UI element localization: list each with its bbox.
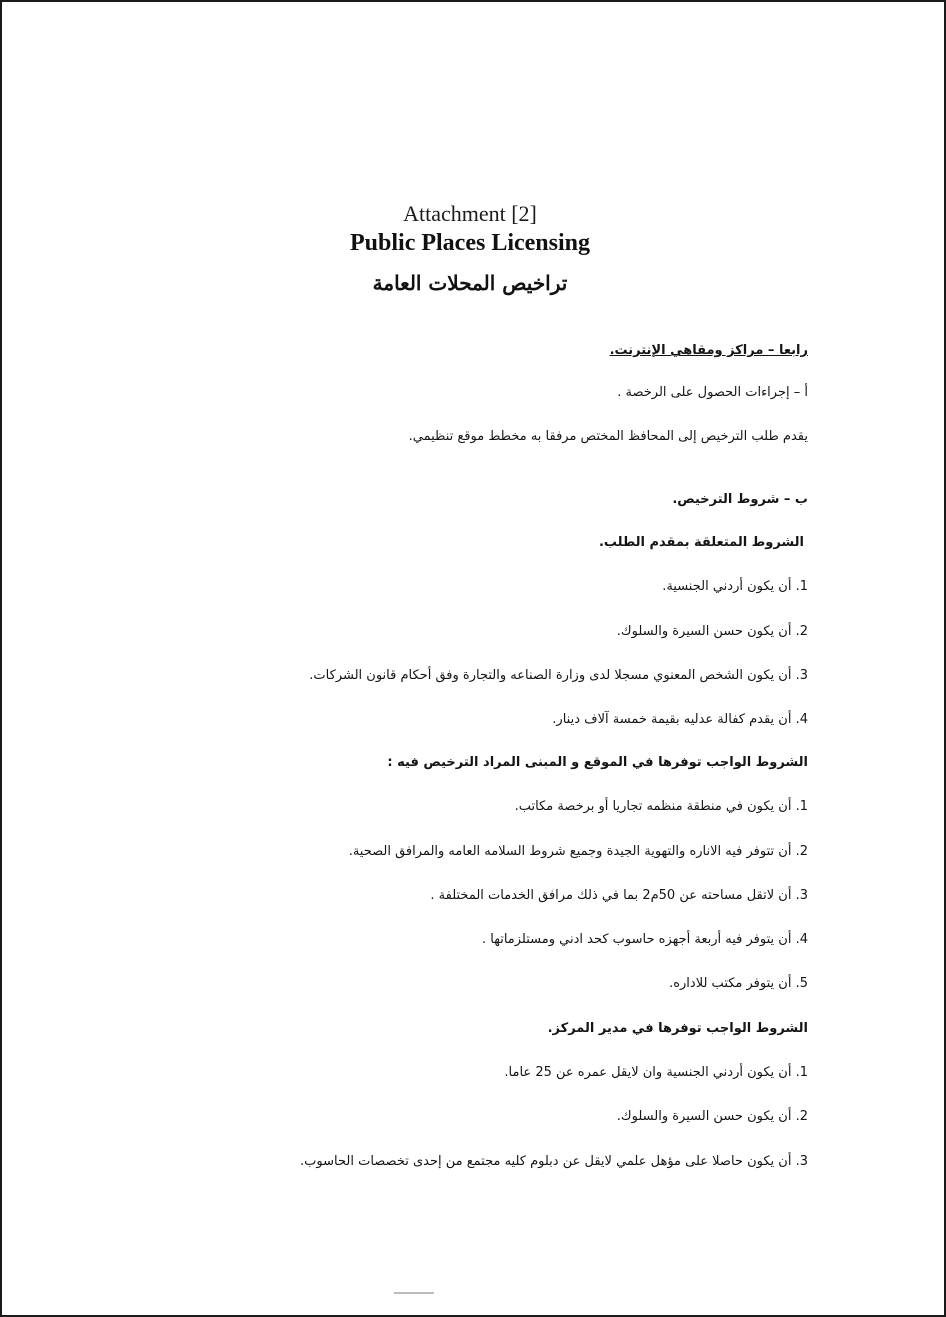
procedures-text: يقدم طلب الترخيص إلى المحافظ المختص مرفقا به مخطط موقع تنظيمي. bbox=[408, 429, 808, 444]
conditions-heading: ب – شروط الترخيص. bbox=[672, 492, 808, 507]
applicant-item-1: 1. أن يكون أردني الجنسية. bbox=[662, 579, 808, 594]
applicant-item-2: 2. أن يكون حسن السيرة والسلوك. bbox=[616, 624, 808, 639]
arabic-title: تراخيص المحلات العامة bbox=[372, 271, 568, 295]
document-header bbox=[2, 200, 946, 300]
site-item-3: 3. أن لاتقل مساحته عن 50م2 بما في ذلك مرافق الخدمات المختلفة . bbox=[430, 888, 808, 903]
applicant-item-4: 4. أن يقدم كفالة عدليه بقيمة خمسة آلاف دينار. bbox=[552, 712, 808, 727]
section-heading: رابعا – مراكز ومقاهي الإنترنت. bbox=[609, 343, 808, 358]
site-item-4: 4. أن يتوفر فيه أربعة أجهزه حاسوب كحد ادني ومستلزماتها . bbox=[482, 932, 808, 947]
scan-artifact-mark bbox=[394, 1292, 434, 1294]
site-item-5: 5. أن يتوفر مكتب للاداره. bbox=[669, 976, 808, 991]
procedures-heading: أ – إجراءات الحصول على الرخصة . bbox=[617, 385, 808, 400]
site-conditions-heading: الشروط الواجب توفرها في الموقع و المبنى المراد الترخيص فيه : bbox=[387, 755, 808, 770]
manager-item-2: 2. أن يكون حسن السيرة والسلوك. bbox=[616, 1109, 808, 1124]
applicant-item-3: 3. أن يكون الشخص المعنوي مسجلا لدى وزارة الصناعه والتجارة وفق أحكام قانون الشركات. bbox=[309, 668, 808, 683]
document-title: Public Places Licensing bbox=[350, 230, 590, 256]
attachment-label: Attachment [2] bbox=[403, 201, 537, 226]
manager-item-3: 3. أن يكون حاصلا على مؤهل علمي لايقل عن دبلوم كليه مجتمع من إحدى تخصصات الحاسوب. bbox=[300, 1154, 808, 1169]
site-item-1: 1. أن يكون في منطقة منظمه تجاريا أو برخصة مكاتب. bbox=[514, 799, 808, 814]
applicant-conditions-heading: الشروط المتعلقة بمقدم الطلب. bbox=[598, 535, 804, 550]
manager-conditions-heading: الشروط الواجب توفرها في مدير المركز. bbox=[547, 1021, 808, 1036]
site-item-2: 2. أن تتوفر فيه الاناره والتهوية الجيدة وجميع شروط السلامه العامه والمرافق الصحية. bbox=[348, 844, 808, 859]
manager-item-1: 1. أن يكون أردني الجنسية وان لايقل عمره عن 25 عاما. bbox=[504, 1065, 808, 1080]
